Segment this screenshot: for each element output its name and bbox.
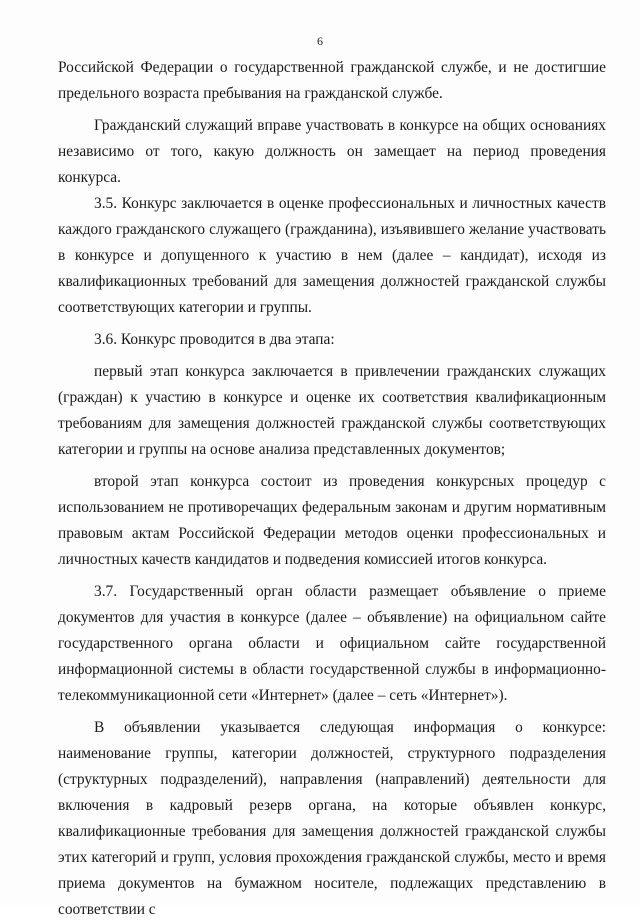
paragraph-general-basis: Гражданский служащий вправе участвовать в конкурсе на общих основаниях независимо от того, какую должность он замещает на период проведения конкурса. [58, 117, 606, 186]
page-number: 6 [317, 34, 323, 48]
paragraph-announcement-info: В объявлении указывается следующая информация о конкурсе: наименование группы, категории должностей, структурного подразделения (структурных подразделений), направления (направлений) деятельности для включения в кадровый резерв органа, на которые объявлен конкурс, квалификационные требования для замещения должностей гражданской службы этих категорий и групп, условия прохождения гражданской службы, место и время приема документов на бумажном носителе, подлежащих представлению в соответствии с [58, 719, 606, 918]
paragraph-second-stage: второй этап конкурса состоит из проведения конкурсных процедур с использованием не противоречащих федеральным законам и другим нормативным правовым актам Российской Федерации методов оценки профессиональных и личностных качеств кандидатов и подведения комиссией итогов конкурса. [58, 473, 606, 568]
paragraph-3-7: 3.7. Государственный орган области размещает объявление о приеме документов для участия в конкурсе (далее – объявление) на официальном сайте государственного органа области и официальном сайте государственной информационной системы в области государственной службы в информационно-телекоммуникационной сети «Интернет» (далее – сеть «Интернет»). [58, 583, 606, 704]
paragraph-first-stage: первый этап конкурса заключается в привлечении гражданских служащих (граждан) к участию в конкурсе и оценке их соответствия квалификационным требованиям для замещения должностей гражданской службы соответствующих категории и группы на основе анализа представленных документов; [58, 363, 606, 458]
paragraph-continuation: Российской Федерации о государственной гражданской службе, и не достигшие предельного возраста пребывания на гражданской службе. [58, 59, 606, 102]
paragraph-3-6: 3.6. Конкурс проводится в два этапа: [94, 331, 335, 348]
document-body [58, 55, 606, 923]
paragraph-3-5: 3.5. Конкурс заключается в оценке профессиональных и личностных качеств каждого гражданского служащего (гражданина), изъявившего желание участвовать в конкурсе и допущенного к участию в нем (далее – кандидат), исходя из квалификационных требований для замещения должностей гражданской службы соответствующих категории и группы. [58, 195, 606, 316]
